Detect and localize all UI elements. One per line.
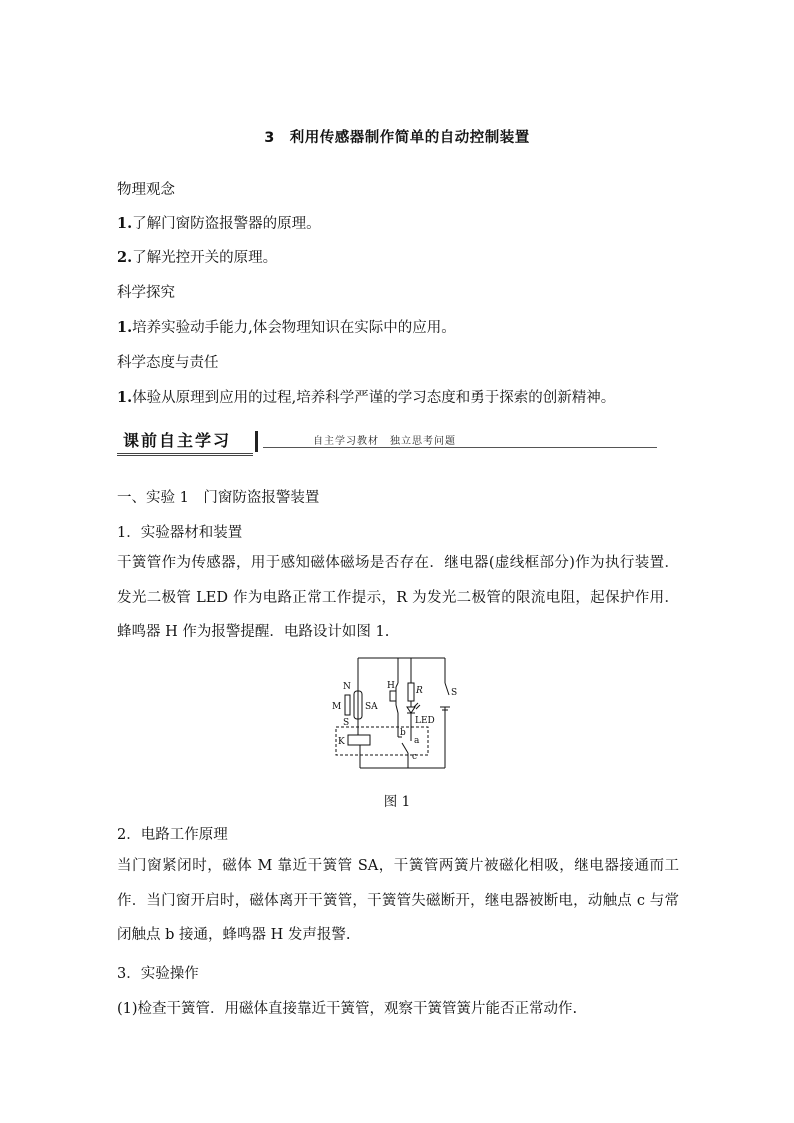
item-text: 了解光控开关的原理。 bbox=[132, 250, 278, 266]
figure-caption: 图 1 bbox=[383, 794, 411, 810]
label-S-switch: S bbox=[451, 688, 458, 698]
relay-coil bbox=[348, 735, 370, 745]
label-R: R bbox=[416, 686, 423, 696]
paragraph: 干簧管作为传感器，用于感知磁体磁场是否存在．继电器(虚线框部分)作为执行装置．发光二极管 LED 作为电路正常工作提示，R 为发光二极管的限流电阻，起保护作用．蜂鸣器 H 作为报警提醒．电路设计如图 1. bbox=[117, 555, 679, 640]
label-H: H bbox=[387, 681, 395, 691]
goal-item bbox=[117, 386, 615, 407]
resistor bbox=[408, 683, 414, 701]
goal-item bbox=[117, 246, 277, 267]
goal-item bbox=[117, 316, 456, 337]
circuit-diagram bbox=[330, 655, 470, 775]
subsection-heading: 1．实验器材和装置 bbox=[117, 525, 243, 541]
buzzer bbox=[390, 691, 396, 701]
paragraph: (1)检查干簧管．用磁体直接靠近干簧管，观察干簧管簧片能否正常动作. bbox=[117, 1001, 578, 1017]
banner-divider bbox=[255, 431, 258, 452]
item-number: 1. bbox=[117, 319, 133, 336]
led bbox=[407, 707, 415, 713]
goal-heading-inquiry: 科学探究 bbox=[117, 285, 175, 301]
banner-subtitle: 自主学习教材 独立思考问题 bbox=[313, 436, 456, 447]
page-title: 3 利用传感器制作简单的自动控制装置 bbox=[264, 130, 530, 146]
goal-heading-physics: 物理观念 bbox=[117, 182, 175, 198]
label-N: N bbox=[343, 682, 351, 692]
section-heading: 一、实验 1 门窗防盗报警装置 bbox=[117, 490, 320, 506]
goal-heading-attitude: 科学态度与责任 bbox=[117, 355, 219, 371]
section-banner bbox=[117, 430, 657, 452]
label-K: K bbox=[338, 737, 345, 747]
item-number: 1. bbox=[117, 389, 133, 406]
magnet bbox=[345, 695, 350, 715]
switch-blade bbox=[445, 683, 449, 695]
moving-contact bbox=[402, 743, 408, 753]
item-number: 1. bbox=[117, 215, 133, 232]
item-number: 2. bbox=[117, 249, 133, 266]
item-text: 体验从原理到应用的过程,培养科学严谨的学习态度和勇于探索的创新精神。 bbox=[132, 390, 616, 406]
banner-underline bbox=[117, 453, 253, 456]
banner-title: 课前自主学习 bbox=[123, 431, 232, 450]
goal-item bbox=[117, 212, 321, 233]
paragraph: 当门窗紧闭时，磁体 M 靠近干簧管 SA，干簧管两簧片被磁化相吸，继电器接通而工作．当门窗开启时，磁体离开干簧管，干簧管失磁断开，继电器被断电，动触点 c 与常闭触点 b 接通，蜂鸣器 H 发声报警. bbox=[117, 858, 679, 943]
circuit-svg bbox=[330, 655, 470, 775]
item-text: 了解门窗防盗报警器的原理。 bbox=[132, 216, 321, 232]
banner-rule bbox=[263, 447, 657, 448]
subsection-heading: 2．电路工作原理 bbox=[117, 827, 228, 843]
item-text: 培养实验动手能力,体会物理知识在实际中的应用。 bbox=[132, 320, 456, 336]
label-S-magnet: S bbox=[343, 718, 350, 728]
label-LED: LED bbox=[415, 716, 435, 726]
label-c: c bbox=[412, 752, 418, 762]
label-a: a bbox=[414, 736, 420, 746]
label-M: M bbox=[332, 702, 342, 712]
label-b: b bbox=[400, 728, 406, 738]
subsection-heading: 3．实验操作 bbox=[117, 966, 199, 982]
label-SA: SA bbox=[365, 702, 378, 712]
